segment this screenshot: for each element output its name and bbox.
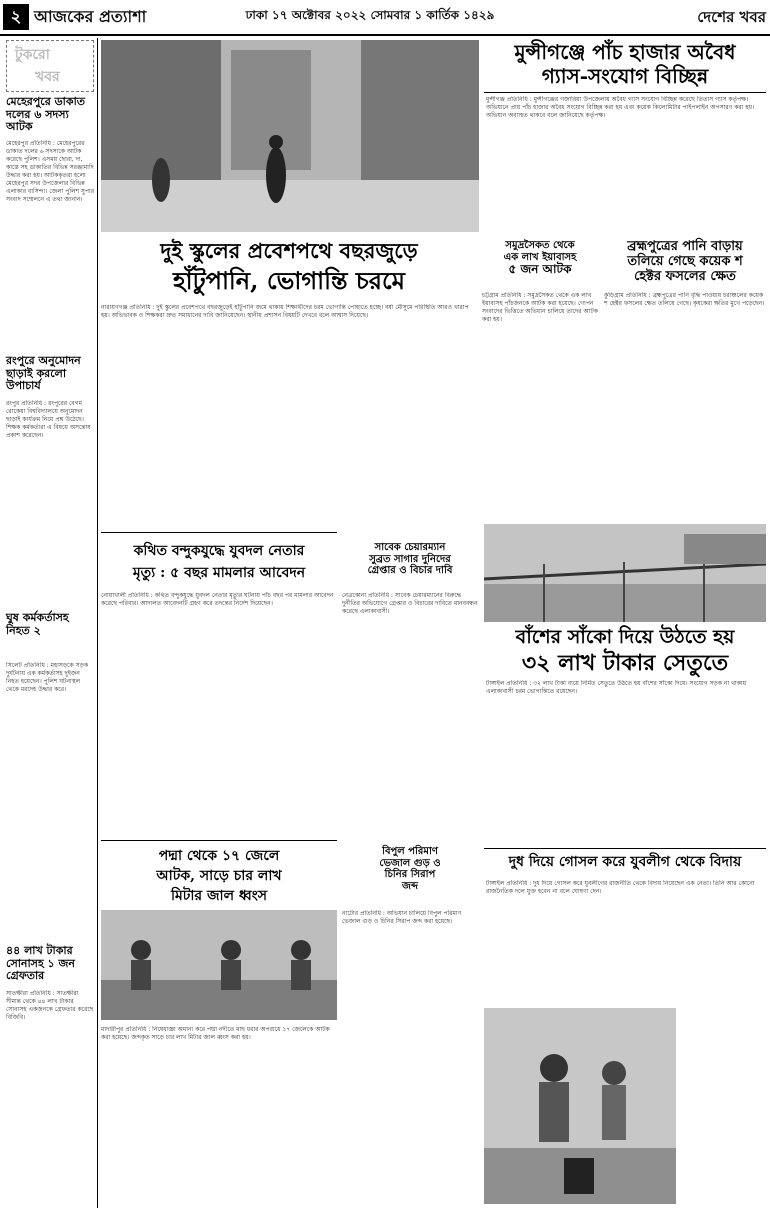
headline-jaggery [342,846,478,892]
fishermen-photo [101,910,337,1020]
headline-line: ৫ জন আটক [508,262,572,276]
headline-two-schools [101,236,477,296]
section-label-top: টুকরো [15,47,50,63]
headline-line: কথিত বন্দুকযুদ্ধে যুবদল নেতার [133,543,305,559]
story-body-chairman: নেত্রকোনা প্রতিনিধি : সাবেক চেয়ারম্যানের বিরুদ্ধে দুর্নীতির অভিযোগে গ্রেপ্তার ও বিচারের দাবিতে মানববন্ধন করেছে এলাকাবাসী। [342,592,478,615]
sidebar-body: সিলেট প্রতিনিধি : মহাসড়কে সড়ক দুর্ঘটনায় এক কর্মকর্তাসহ দুইজন নিহত হয়েছেন। পুলিশ ঘটনাস্থল থেকে মরদেহ উদ্ধার করে। [6,662,89,693]
column-divider [97,38,98,1208]
section-label-box [6,40,94,92]
headline-line: সমুদ্রসৈকত থেকে [505,240,575,251]
page-number: ২ [3,4,29,30]
story-body-bamboo-bridge: টাঙ্গাইল প্রতিনিধি : ৩২ লাখ টাকা ব্যয়ে নির্মিত সেতুতে উঠতে হয় বাঁশের সাঁকো দিয়ে। সংযোগ সড়ক না থাকায় এলাকাবাসী চরম ভোগান্তিতে রয়েছেন। [486,680,747,695]
headline-line: হেক্টর ফসলের ক্ষেত [634,268,736,284]
headline-padma [101,846,337,906]
headline-line: সুব্রত সাগার দুনিদের [369,553,451,565]
headline-line: পদ্মা থেকে ১৭ জেলে [158,848,280,864]
headline-bamboo-bridge [484,624,766,676]
headline-sea-coast [482,240,598,277]
rule [484,848,766,849]
story-body-two-schools: নারায়ণগঞ্জ প্রতিনিধি : দুই স্কুলের প্রবেশপথে বছরজুড়েই হাঁটুপানি জমে থাকায় শিক্ষার্থীদের চরম ভোগান্তি পোহাতে হচ্ছে। বর্ষা মৌসুমে পরিস্থিতি আরও খারাপ হয়। অভিভাবক ও শিক্ষকরা দ্রুত সমাধানের দাবি জানিয়েছেন। স্থানীয় প্রশাসন বিষয়টি দেখবে বলে আশ্বাস দিয়েছে। [101,304,469,319]
page-header [0,0,770,36]
headline-line: গ্রেপ্তার ও বিচার দাবি [367,565,453,576]
headline-line: গ্যাস-সংযোগ বিচ্ছিন্ন [541,64,709,88]
headline-line: বিপুল পরিমাণ [382,846,438,857]
section-title: দেশের খবর [697,8,766,26]
newspaper-logo: আজকের প্রত্যাশা [34,7,147,26]
milk-bath-photo [484,1008,676,1204]
photo-illustration [484,524,766,622]
headline-line: মৃত্যু : ৫ বছর মামলার আবেদন [132,565,306,581]
section-label-bottom: খবর [35,69,60,85]
headline-line: ব্রহ্মপুত্রের পানি বাড়ায় [627,239,743,254]
headline-line: সাবেক চেয়ারম্যান [374,542,446,553]
story-body-padma: মাদারীপুর প্রতিনিধি : নিষেধাজ্ঞা অমান্য করে পদ্মা নদীতে মাছ ধরার অপরাধে ১৭ জেলেকে আটক করা হয়েছে। জব্দকৃত সাড়ে চার লাখ মিটার জাল ধ্বংস করা হয়। [101,1026,330,1041]
headline-line: বাঁশের সাঁকো দিয়ে উঠতে হয় [515,626,735,648]
headline-line: তলিয়ে গেছে কয়েক শ [627,253,743,269]
sidebar-headline: ঘুষ কর্মকর্তাসহ নিহত ২ [6,611,69,637]
photo-illustration [101,910,337,1020]
headline-line: দুই স্কুলের প্রবেশপথে বছরজুড়ে [160,238,418,263]
photo-illustration [484,1008,676,1204]
story-body-brahmaputra: কুড়িগ্রাম প্রতিনিধি : ব্রহ্মপুত্রের পানি বৃদ্ধি পাওয়ায় চরাঞ্চলের কয়েক শ হেক্টর ফসলের ক্ষেত তলিয়ে গেছে। কৃষকেরা ক্ষতির মুখে পড়েছেন। [604,292,765,307]
sidebar-body: মেহেরপুর প্রতিনিধি : মেহেরপুরের ডাকাত দলের ৬ সদস্যকে আটক করেছে পুলিশ। এসময় ছোরা, দা, কাস্তে সহ ডাকাতির বিভিন্ন সরঞ্জামাদি উদ্ধার করা হয়। আটককৃতরা হলো মেহেরপুর সদর উপজেলার বিভিন্ন এলাকার বাসিন্দা। জেলা পুলিশ সুপার সংবাদ সম্মেলনে এ তথ্য জানান। [6,140,94,203]
story-body-sea-coast: চট্টগ্রাম প্রতিনিধি : সমুদ্রসৈকত থেকে এক লাখ ইয়াবাসহ পাঁচজনকে আটক করা হয়েছে। গোপন সংবাদের ভিত্তিতে অভিযান চালিয়ে তাদের আটক করা হয়। [482,292,598,323]
dateline: ঢাকা ১৭ অক্টোবর ২০২২ সোমবার ১ কার্তিক ১৪২৯ [245,8,495,22]
headline-line: মিটার জাল ধ্বংস [170,888,268,904]
sidebar-body: রংপুর প্রতিনিধি : রংপুরের বেগম রোকেয়া বিশ্ববিদ্যালয়ে অনুমোদন ছাড়াই কার্যক্রম নিয়ে প্রশ্ন উঠেছে। শিক্ষক কর্মকর্তারা এ বিষয়ে অসন্তোষ প্রকাশ করেছেন। [6,400,91,439]
sidebar-headline: রংপুরে অনুমোদন ছাড়াই করলো উপাচার্য [6,354,81,393]
sidebar-headline: ৪৪ লাখ টাকার সোনাসহ ১ জন গ্রেফতার [6,944,75,983]
story-body-jubo-dal: নোয়াখালী প্রতিনিধি : কথিত বন্দুকযুদ্ধে যুবদল নেতার মৃত্যুর ঘটনায় পাঁচ বছর পর মামলার আবেদন করেছে পরিবার। আদালত আবেদনটি গ্রহণ করে তদন্তের নির্দেশ দিয়েছেন। [101,592,334,607]
headline-munshiganj [484,40,766,88]
headline-line: চিনির সিরাপ [384,869,436,880]
headline-line: জব্দ [402,880,418,892]
rule [101,840,337,841]
headline-chairman [342,542,478,577]
flooded-street-photo [101,40,479,232]
headline-line: ৩২ লাখ টাকার সেতুতে [521,650,729,676]
headline-line: আটক, সাড়ে চার লাখ [156,868,282,884]
headline-line: হাঁটুপানি, ভোগান্তি চরমে [173,266,405,295]
headline-brahmaputra [604,240,766,285]
photo-illustration [101,40,479,232]
headline-milk-bath: দুধ দিয়ে গোসল করে যুবলীগ থেকে বিদায় [508,854,742,870]
headline-line: এক লাখ ইয়াবাসহ [503,251,577,263]
rule [484,92,766,93]
story-body-milk-bath: টাঙ্গাইল প্রতিনিধি : দুধ দিয়ে গোসল করে যুবলীগের রাজনীতি থেকে বিদায় নিয়েছেন এক নেতা। তিনি আর কোনো রাজনৈতিক দলে যুক্ত হবেন না বলে ঘোষণা দেন। [486,880,755,895]
sidebar-body: সাতক্ষীরা প্রতিনিধি : সাতক্ষীরা সীমান্ত থেকে ৪৪ লাখ টাকার সোনাসহ একজনকে গ্রেফতার করেছে বিজিবি। [6,990,94,1021]
headline-line: ভেজাল গুড় ও [379,857,441,869]
story-body-jaggery: নাটোর প্রতিনিধি : অভিযান চালিয়ে বিপুল পরিমাণ ভেজাল গুড় ও চিনির সিরাপ জব্দ করা হয়েছে। [342,910,462,925]
headline-line: মুন্সীগঞ্জে পাঁচ হাজার অবৈধ [514,40,736,64]
story-body-munshiganj: মুন্সীগঞ্জ প্রতিনিধি : মুন্সীগঞ্জের গজারিয়া উপজেলায় অবৈধ গ্যাস সংযোগ বিচ্ছিন্ন করেছে তিতাস গ্যাস কর্তৃপক্ষ। অভিযানে প্রায় পাঁচ হাজার অবৈধ সংযোগ বিচ্ছিন্ন করা হয় এবং কয়েক কিলোমিটার পাইপলাইন অপসারণ করা হয়। অভিযান অব্যাহত থাকবে বলে জানিয়েছে কর্তৃপক্ষ। [486,96,755,119]
rule [101,532,337,533]
bamboo-bridge-photo [484,524,766,622]
sidebar-headline: মেহেরপুরে ডাকাত দলের ৬ সদস্য আটক [6,95,86,134]
headline-jubo-dal [101,540,337,584]
